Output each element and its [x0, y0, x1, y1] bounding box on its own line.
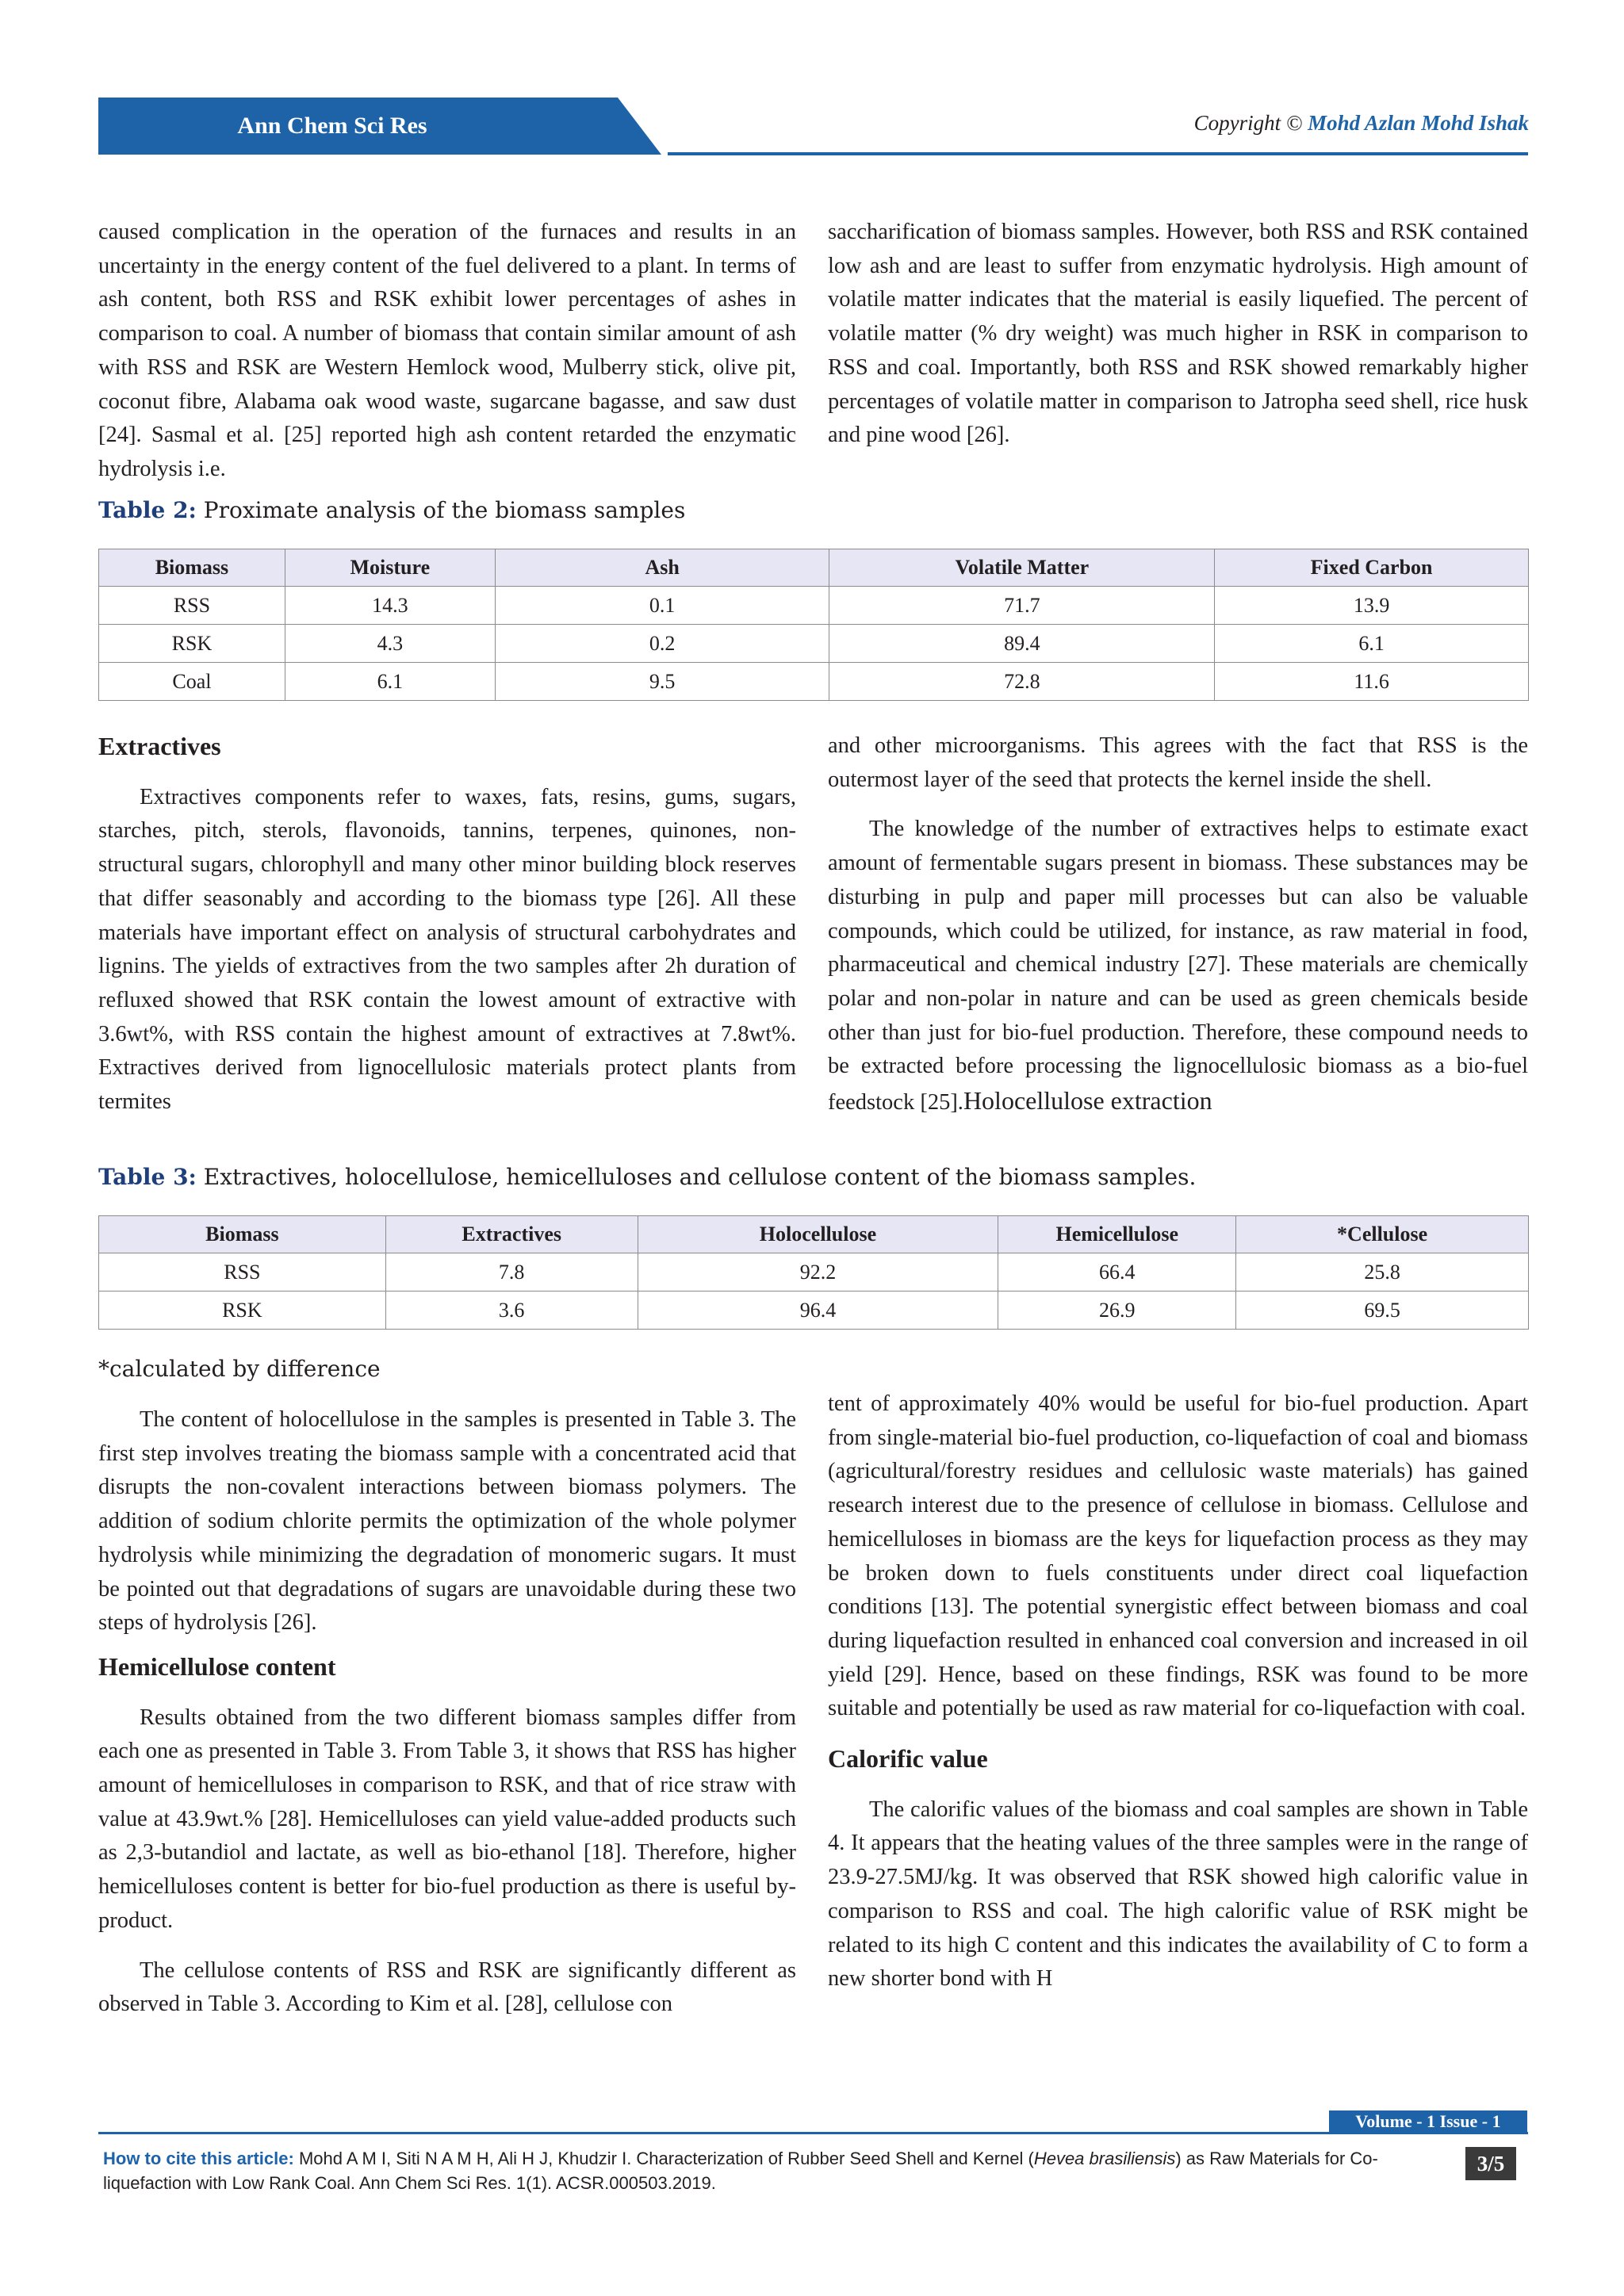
hemicellulose-heading: Hemicellulose content — [98, 1651, 336, 1681]
copyright-prefix: Copyright © — [1193, 111, 1308, 135]
table-row — [99, 1253, 1529, 1292]
citation-species: Hevea brasiliensis — [1033, 2149, 1176, 2168]
table-cell: 3.6 — [385, 1292, 638, 1330]
footer-rule — [98, 2132, 1528, 2134]
extractives-right-column — [828, 729, 1528, 1120]
extractives-right-paragraph-1: and other microorganisms. This agrees with the fact that RSS is the outermost layer of the seed that protects the kernel inside the shell. — [828, 733, 1528, 792]
extractives-heading: Extractives — [98, 732, 221, 760]
table-cell: 26.9 — [998, 1292, 1236, 1330]
table-cell: RSS — [99, 587, 285, 625]
journal-name: Ann Chem Sci Res — [237, 113, 427, 139]
table2 — [98, 549, 1529, 701]
bottom-left-column — [98, 1403, 796, 2022]
table-row — [99, 663, 1529, 701]
table-cell: 6.1 — [285, 663, 495, 701]
top-right-paragraph: saccharification of biomass samples. However, both RSS and RSK contained low ash and are least to suffer from enzymatic hydrolysis. High amount of volatile matter indicates that the material is easily liquefied. The percent of volatile matter (% dry weight) was much higher in RSK in comparison to RSS and coal. Importantly, both RSS and RSK showed remarkably higher percentages of volatile matter in comparison to Jatropha seed shell, rice husk and pine wood [26]. — [828, 220, 1528, 448]
table3-header: Biomass — [99, 1216, 386, 1253]
table2-caption-text: Proximate analysis of the biomass samples — [196, 497, 686, 523]
table-cell: 14.3 — [285, 587, 495, 625]
table-cell: 92.2 — [638, 1253, 998, 1292]
table-cell: 0.1 — [495, 587, 829, 625]
table-cell: 89.4 — [829, 625, 1215, 663]
table-cell: RSK — [99, 1292, 386, 1330]
table-cell: 6.1 — [1215, 625, 1529, 663]
table3-header: Holocellulose — [638, 1216, 998, 1253]
holocellulose-paragraph: The content of holocellulose in the samples is presented in Table 3. The first step involves treating the biomass sample with a concentrated acid that disrupts the non-covalent interactions between biomass polymers. The addition of sodium chlorite permits the optimization of the whole polymer hydrolysis while minimizing the degradation of monomeric sugars. It must be pointed out that degradations of sugars are unavoidable during these two steps of hydrolysis [26]. — [98, 1407, 796, 1636]
table-cell: 69.5 — [1236, 1292, 1529, 1330]
table-row — [99, 625, 1529, 663]
citation-label: How to cite this article: — [103, 2149, 294, 2168]
table-cell: RSS — [99, 1253, 386, 1292]
table2-header: Biomass — [99, 549, 285, 587]
table2-header: Fixed Carbon — [1215, 549, 1529, 587]
citation-text-a: Mohd A M I, Siti N A M H, Ali H J, Khudzir I. Characterization of Rubber Seed Shell and Kernel ( — [293, 2149, 1034, 2168]
top-left-paragraph: caused complication in the operation of the furnaces and results in an uncertainty in the energy content of the fuel delivered to a plant. In terms of ash content, both RSS and RSK exhibit lower percentages of ashes in comparison to coal. A number of biomass that contain similar amount of ash with RSS and RSK are Western Hemlock wood, Mulberry stick, olive pit, coconut fibre, Alabama oak wood waste, sugarcane bagasse, and saw dust [24]. Sasmal et al. [25] reported high ash content retarded the enzymatic hydrolysis i.e. — [98, 220, 796, 481]
table3-note: *calculated by difference — [98, 1356, 381, 1382]
calorific-paragraph: The calorific values of the biomass and coal samples are shown in Table 4. It appears that the heating values of the three samples were in the range of 23.9-27.5MJ/kg. It was observed that RSK showed high calorific value in comparison to RSS and coal. The high calorific value of RSK might be related to its high C content and this indicates the availability of C to form a new shorter bond with H — [828, 1797, 1528, 1992]
table-cell: 7.8 — [385, 1253, 638, 1292]
volume-issue-badge: Volume - 1 Issue - 1 — [1329, 2110, 1527, 2133]
holocellulose-heading-inline: Holocellulose extraction — [963, 1086, 1212, 1115]
extractives-left-paragraph: Extractives components refer to waxes, fats, resins, gums, sugars, starches, pitch, sterols, flavonoids, tannins, terpenes, quinones, non-structural sugars, chlorophyll and many other minor building block reserves that differ seasonably and according to the biomass type [26]. All these materials have important effect on analysis of structural carbohydrates and lignins. The yields of extractives from the two samples after 2h duration of refluxed showed that RSK contain the lowest amount of extractive with 3.6wt%, with RSS contain the highest amount of extractives at 7.8wt%. Extractives derived from lignocellulosic materials protect plants from termites — [98, 784, 796, 1115]
table3 — [98, 1215, 1529, 1330]
bottom-right-column — [828, 1387, 1528, 1996]
table3-caption — [98, 1164, 1196, 1190]
table-cell: 66.4 — [998, 1253, 1236, 1292]
copyright-author: Mohd Azlan Mohd Ishak — [1308, 111, 1529, 135]
extractives-left-column — [98, 729, 796, 1119]
hemicellulose-paragraph: Results obtained from the two different biomass samples differ from each one as presented in Table 3. From Table 3, it shows that RSS has higher amount of hemicelluloses in comparison to RSK, and that of rice straw with value at 43.9wt.% [28]. Hemicelluloses can yield value-added products such as 2,3-butandiol and lactate, as well as bio-ethanol [18]. Therefore, higher hemicelluloses content is better for bio-fuel production as there is useful by-product. — [98, 1705, 796, 1933]
table2-header: Ash — [495, 549, 829, 587]
table-cell: 9.5 — [495, 663, 829, 701]
table3-header: Hemicellulose — [998, 1216, 1236, 1253]
extractives-right-paragraph-2 — [828, 813, 1528, 1119]
table3-header-row — [99, 1216, 1529, 1253]
table3-header: Extractives — [385, 1216, 638, 1253]
page-number: 3/5 — [1465, 2147, 1516, 2180]
table2-label: Table 2: — [98, 497, 197, 523]
table2-header: Moisture — [285, 549, 495, 587]
table-cell: 0.2 — [495, 625, 829, 663]
calorific-heading: Calorific value — [828, 1744, 988, 1774]
cellulose-continuation-paragraph: tent of approximately 40% would be useful for bio-fuel production. Apart from single-material bio-fuel production, co-liquefaction of coal and biomass (agricultural/forestry residues and cellulosic waste materials) has gained research interest due to the presence of cellulose in biomass. Cellulose and hemicelluloses in biomass are the keys for liquefaction process as they may be broken down to fuels constituents under direct coal liquefaction conditions [13]. The potential synergistic effect between biomass and coal during liquefaction resulted in enhanced coal conversion and increased in oil yield [29]. Hence, based on these findings, RSK was found to be more suitable and potentially be used as raw material for co-liquefaction with coal. — [828, 1391, 1528, 1721]
header-rule — [668, 152, 1528, 155]
table2-caption — [98, 497, 685, 523]
table3-label: Table 3: — [98, 1164, 197, 1190]
table-cell: 11.6 — [1215, 663, 1529, 701]
cellulose-paragraph: The cellulose contents of RSS and RSK are significantly different as observed in Table 3. According to Kim et al. [28], cellulose con — [98, 1957, 796, 2017]
table-cell: 72.8 — [829, 663, 1215, 701]
table-cell: 96.4 — [638, 1292, 998, 1330]
table3-header: *Cellulose — [1236, 1216, 1529, 1253]
citation — [103, 2146, 1435, 2195]
copyright — [1194, 111, 1529, 136]
table2-header: Volatile Matter — [829, 549, 1215, 587]
table-row — [99, 1292, 1529, 1330]
table-cell: RSK — [99, 625, 285, 663]
table-cell: 4.3 — [285, 625, 495, 663]
table-row — [99, 587, 1529, 625]
table-cell: Coal — [99, 663, 285, 701]
table-cell: 71.7 — [829, 587, 1215, 625]
table-cell: 25.8 — [1236, 1253, 1529, 1292]
extractives-right-paragraph-2-text: The knowledge of the number of extractives helps to estimate exact amount of fermentable sugars present in biomass. These substances may be disturbing in pulp and paper mill processes but can also be valuable compounds, which could be utilized, for instance, as raw material in food, pharmaceutical and chemical industry [27]. These materials are chemically polar and non-polar in nature and can be used as green chemicals beside other than just for bio-fuel production. Therefore, these compound needs to be extracted before processing the lignocellulosic biomass as a bio-fuel feedstock [25]. — [828, 817, 1528, 1115]
table3-caption-text: Extractives, holocellulose, hemicelluloses and cellulose content of the biomass samples. — [196, 1164, 1197, 1190]
table2-header-row — [99, 549, 1529, 587]
table-cell: 13.9 — [1215, 587, 1529, 625]
top-left-column — [98, 216, 796, 487]
citation-text-b: ) as Raw Materials for Co-liquefaction with Low Rank Coal. Ann Chem Sci Res. 1(1). ACSR.000503.2019. — [103, 2149, 1378, 2193]
top-right-column — [828, 216, 1528, 453]
